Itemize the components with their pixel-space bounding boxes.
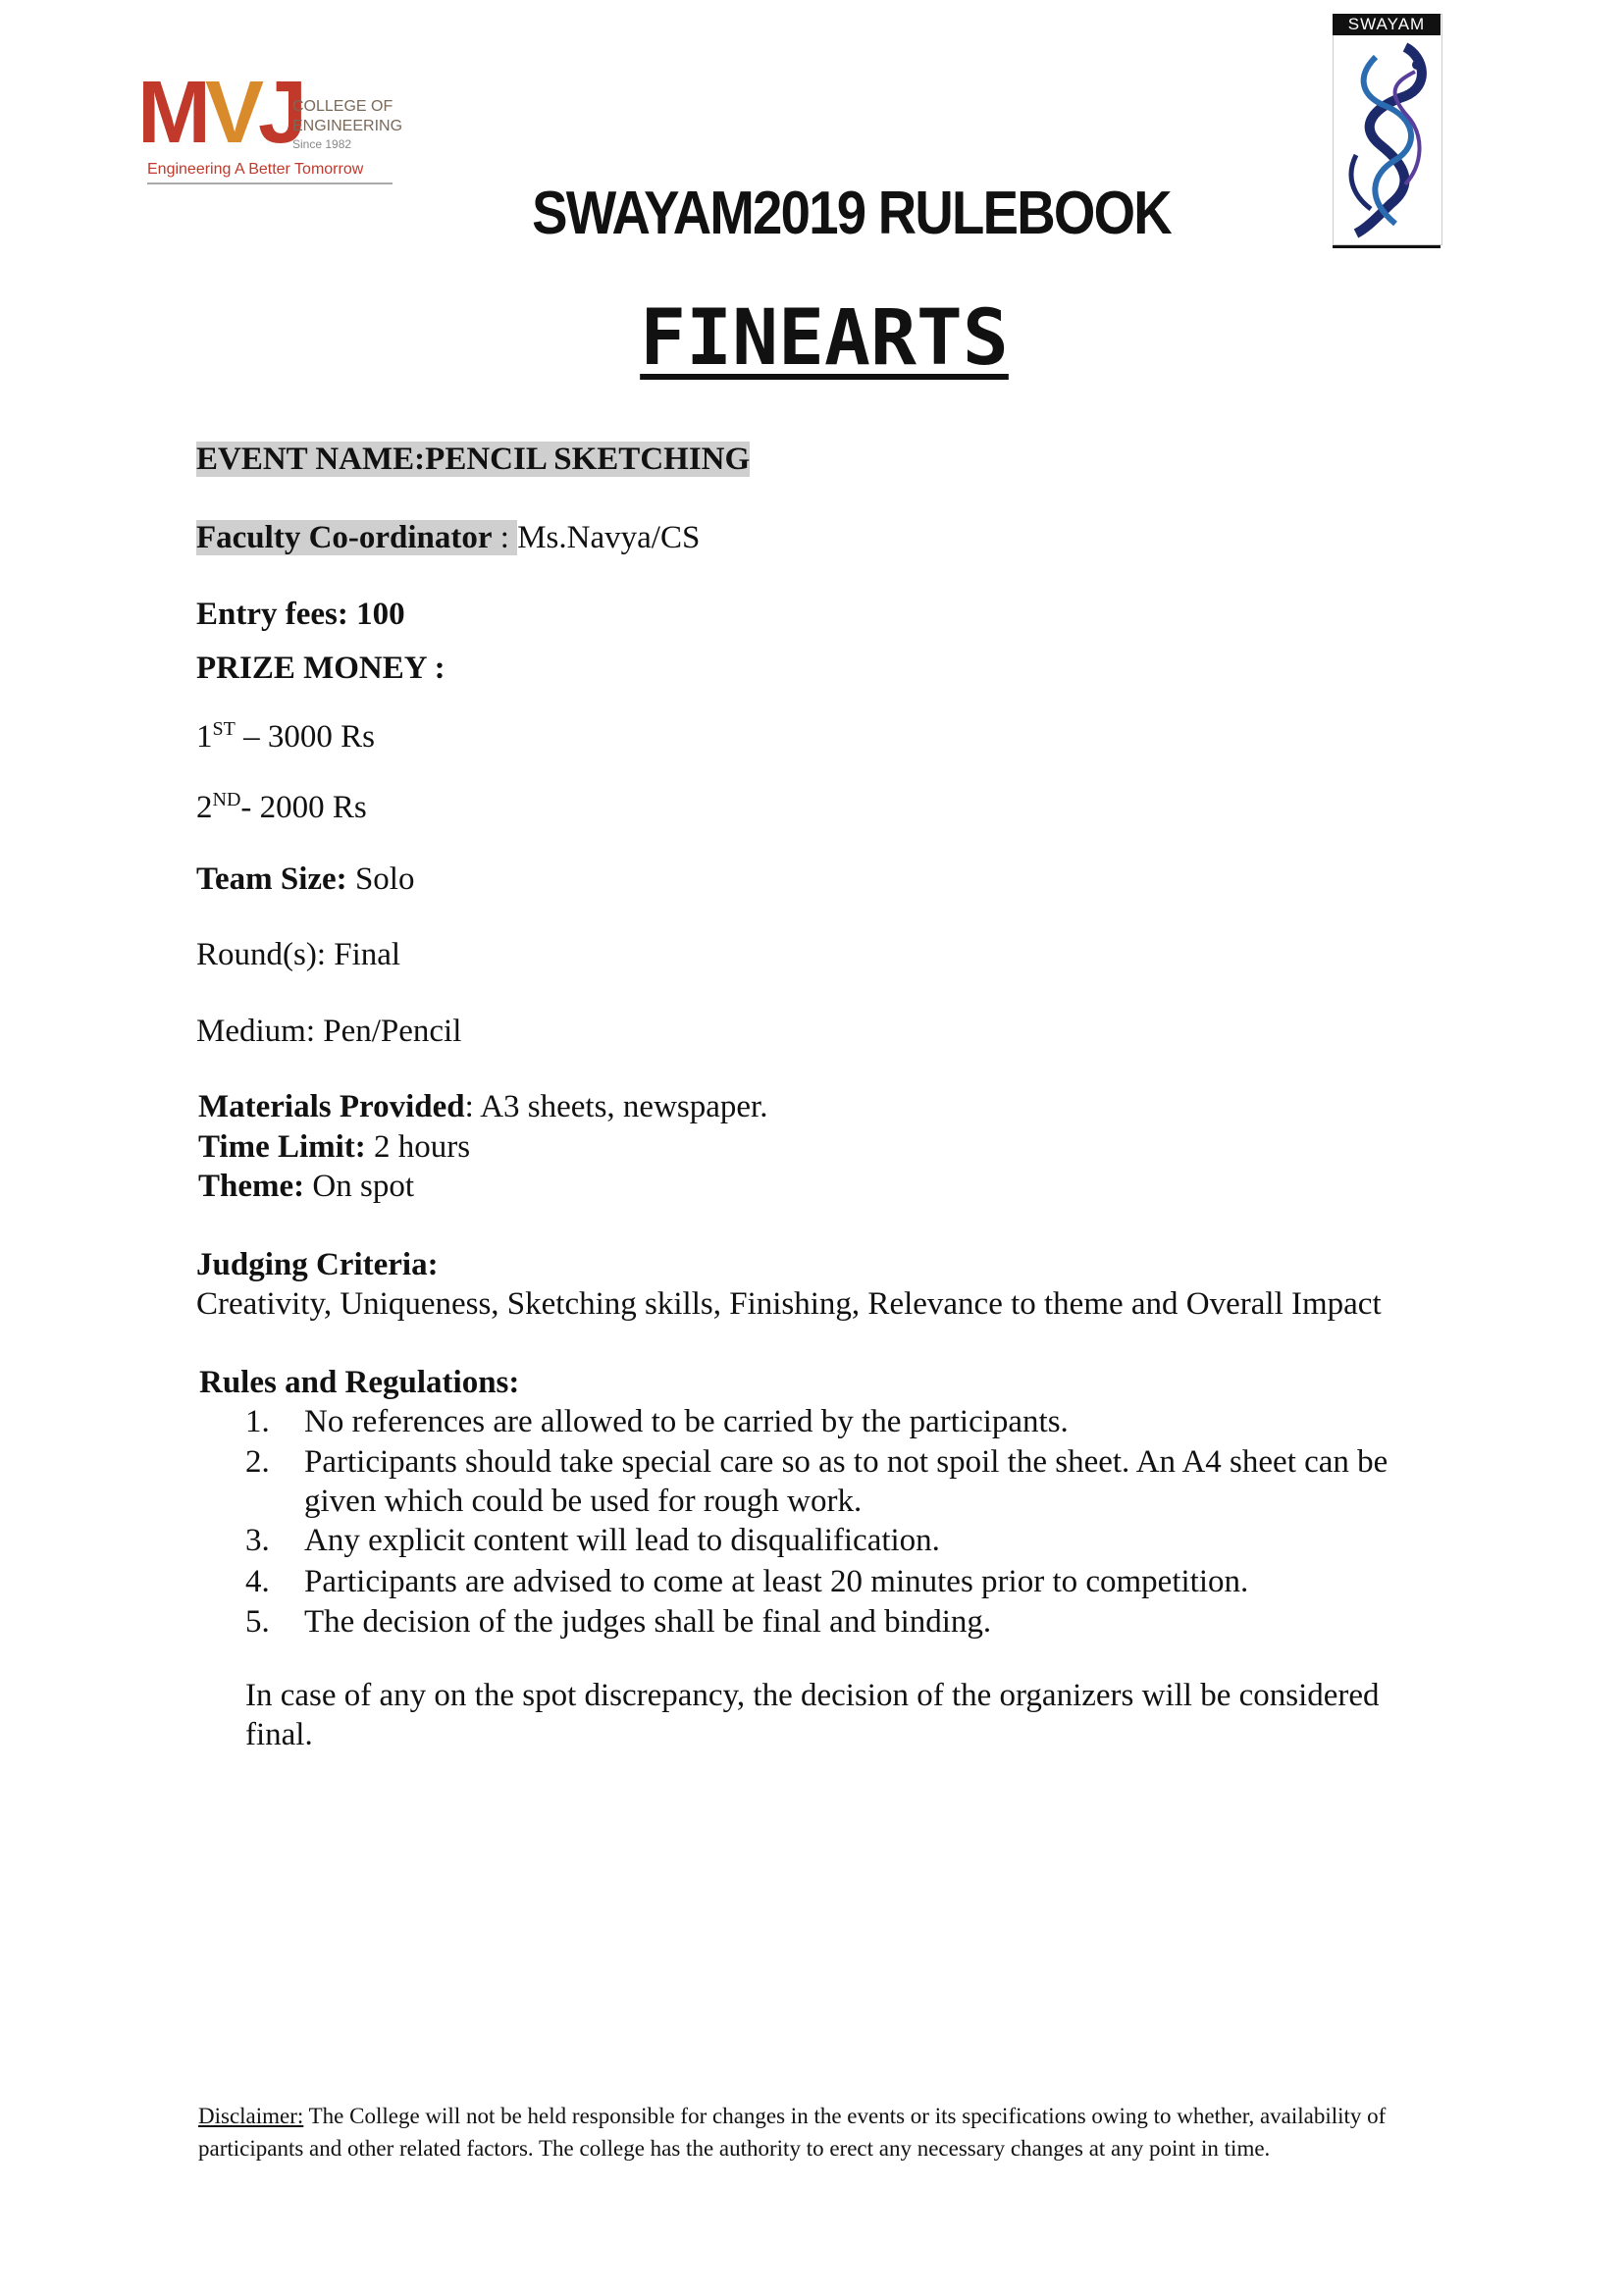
college-logo-since: Since 1982 — [292, 137, 352, 151]
rule-text: The decision of the judges shall be final and binding. — [304, 1604, 992, 1640]
college-logo-name: COLLEGE OF ENGINEERING — [292, 98, 403, 134]
second-prize: 2ND- 2000 Rs — [196, 789, 367, 825]
rulebook-title: SWAYAM2019 RULEBOOK — [532, 180, 1171, 247]
college-logo-letters: MVJ — [137, 64, 302, 162]
entry-fees: Entry fees: 100 — [196, 597, 405, 632]
rules-heading: Rules and Regulations: — [199, 1365, 520, 1400]
closing-note: In case of any on the spot discrepancy, the decision of the organizers will be considered final. — [245, 1678, 1380, 1752]
judging-criteria-text: Creativity, Uniqueness, Sketching skills, Finishing, Relevance to theme and Overall Impact — [196, 1286, 1382, 1322]
team-size: Team Size: Solo — [196, 861, 415, 897]
rule-number: 3. — [245, 1523, 270, 1558]
rule-text: Any explicit content will lead to disqualification. — [304, 1523, 940, 1558]
swayam-logo-label: SWAYAM — [1333, 14, 1441, 35]
judging-criteria-heading: Judging Criteria: — [196, 1247, 439, 1282]
rounds: Round(s): Final — [196, 937, 401, 972]
section-title: FINEARTS — [640, 294, 1009, 383]
rule-text: No references are allowed to be carried by the participants. — [304, 1404, 1069, 1439]
college-logo-tagline: Engineering A Better Tomorrow — [147, 161, 393, 184]
materials-provided: Materials Provided: A3 sheets, newspaper. — [198, 1089, 768, 1124]
medium: Medium: Pen/Pencil — [196, 1014, 462, 1049]
rule-number: 4. — [245, 1564, 270, 1599]
rule-number: 1. — [245, 1404, 270, 1439]
rule-number: 2. — [245, 1444, 270, 1480]
event-name: EVENT NAME:PENCIL SKETCHING — [196, 442, 751, 477]
rule-text: Participants should take special care so as to not spoil the sheet. An A4 sheet can be given which could be used for rough work. — [304, 1444, 1388, 1519]
time-limit: Time Limit: 2 hours — [198, 1129, 471, 1165]
disclaimer: Disclaimer: The College will not be held responsible for changes in the events or its specifications owing to whether, availability of participants and other related factors. The college has the authority to erect any necessary changes at any point in time. — [198, 2104, 1387, 2161]
college-logo — [137, 61, 402, 193]
rule-number: 5. — [245, 1604, 270, 1640]
prize-money-heading: PRIZE MONEY : — [196, 651, 445, 686]
rule-text: Participants are advised to come at least 20 minutes prior to competition. — [304, 1564, 1249, 1599]
first-prize: 1ST – 3000 Rs — [196, 718, 375, 755]
theme: Theme: On spot — [198, 1169, 414, 1204]
faculty-coordinator: Faculty Co-ordinator : Ms.Navya/CS — [196, 520, 701, 555]
